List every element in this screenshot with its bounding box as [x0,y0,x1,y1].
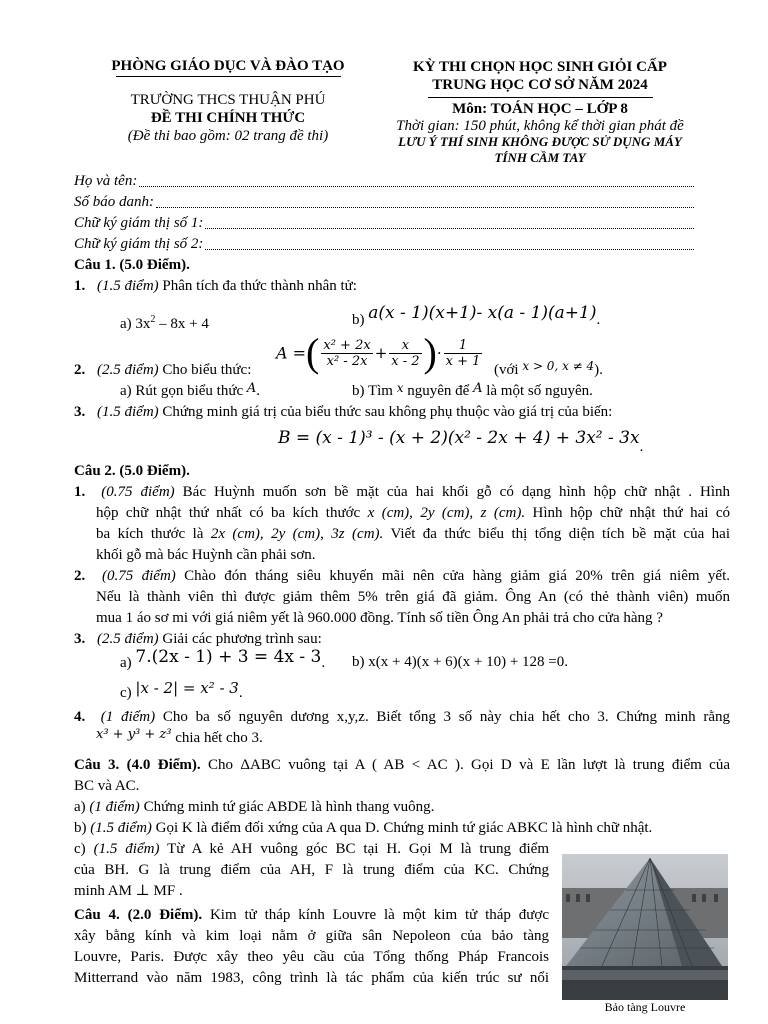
q1-part1-b: b) a(x - 1)(x+1)- x(a - 1)(a+1). [352,303,601,328]
q1-part2-b: b) Tìm $^x$ nguyên để A là một số nguyên. [352,381,593,399]
time-line: Thời gian: 150 phút, không kể thời gian phát đề [396,118,684,134]
candidate-name-label: Họ và tên: [74,173,138,189]
q3-intro: Câu 3. (4.0 Điểm). Cho ΔABC vuông tại A ( AB < AC ). Gọi D và E lần lượt là trung điểm của BC và AC. [74,757,730,794]
q1-expression-A: A =( $\frac{\text{x² + 2x}}{\text{x² - 2x}}$ + $\frac{x}{x - 2}$ )· $\frac{1}{x + 1}$ [276,330,481,375]
candidate-id-field[interactable] [74,192,694,213]
q1-title: Câu 1. (5.0 Điểm). [74,257,190,273]
proctor1-signature-label: Chữ ký giám thị số 1: [74,215,204,231]
q2-part3-a: a) 7.(2x - 1) + 3 = 4x - 3. [120,647,326,671]
q2-part4: 4. (1 điểm) Cho ba số nguyên dương x,y,z. Biết tổng 3 số này chia hết cho 3. Chứng minh rằng x³ + y³ + z³ chia hết cho 3. [74,709,731,746]
header-underline-right [428,97,653,98]
q1-condition: (với $^{x > 0, x \ne 4}$). [494,359,603,378]
q2-part1: 1. (0.75 điểm) Bác Huỳnh muốn sơn bề mặt của hai khối gỗ có dạng hình hộp chữ nhật . Hình hộp chữ nhật thứ nhất có ba kích thước x (cm), 2y (cm), z (cm). Hình hộp chữ nhật thứ hai có ba kích thước là 2x (cm), 2y (cm), 3z (cm). Viết đa thức biểu thị tổng diện tích bề mặt của hai khối gỗ mà bác Huỳnh cần phải sơn. [74,484,730,563]
subject-line: Môn: TOÁN HỌC – LỚP 8 [452,101,628,117]
louvre-pyramid-photo [562,854,728,1000]
q1-part2: 2. (2.5 điểm) Cho biểu thức: (với $^{x > 0, x \ne 4}$). [74,360,730,381]
official-label: ĐỀ THI CHÍNH THỨC [150,110,306,126]
q3-part-a: a) (1 điểm) Chứng minh tứ giác ABDE là hình thang vuông. [74,799,435,815]
q1-part3: 3. (1.5 điểm) Chứng minh giá trị của biểu thức sau không phụ thuộc vào giá trị của biến: [74,404,613,420]
q2-part3-b: b) x(x + 4)(x + 6)(x + 10) + 128 =0. [352,654,569,670]
calculator-note-1: LƯU Ý THÍ SINH KHÔNG ĐƯỢC SỬ DỤNG MÁY [398,134,682,149]
q1-part1: 1. (1.5 điểm) Phân tích đa thức thành nhân tử: [74,278,357,294]
q1-part2-a: a) Rút gọn biểu thức A. [120,381,260,399]
header-right [384,58,696,166]
q1-part1-a: a) $3x^2 - 8x + 4$ [120,314,209,332]
candidate-id-label: Số báo danh: [74,194,154,210]
pages-note: (Đề thi bao gồm: 02 trang đề thi) [127,128,329,144]
header-underline [116,76,341,77]
proctor2-signature-label: Chữ ký giám thị số 2: [74,236,204,252]
calculator-note-2: TÍNH CẦM TAY [494,150,586,165]
q2-title: Câu 2. (5.0 Điểm). [74,463,190,479]
proctor2-signature-field[interactable] [74,234,694,255]
q3-part-b: b) (1.5 điểm) Gọi K là điểm đối xứng của A qua D. Chứng minh tứ giác ABKC là hình chữ nhật. [74,820,653,836]
exam-title-line2: TRUNG HỌC CƠ SỞ NĂM 2024 [432,77,648,93]
q1-part1-items [74,303,730,332]
school-name: TRƯỜNG THCS THUẬN PHÚ [130,92,326,108]
photo-caption: Bảo tàng Louvre [604,1000,686,1014]
department-name: PHÒNG GIÁO DỤC VÀ ĐÀO TẠO [111,58,345,74]
header-left [74,58,382,145]
q2-part3-ab [74,647,730,676]
exam-page: PHÒNG GIÁO DỤC VÀ ĐÀO TẠO TRƯỜNG THCS THUẬN PHÚ ĐỀ THI CHÍNH THỨC (Đề thi bao gồm: 02 trang đề thi) KỲ THI CHỌN HỌC SINH GIỎI CẤP TRUNG HỌC CƠ SỞ NĂM 2024 Môn: TOÁN HỌC – LỚP 8 Thời gian: 150 phút, không kể thời gian phát đề LƯU Ý THÍ SINH KHÔNG ĐƯỢC SỬ DỤNG MÁY TÍNH CẦM TAY Họ và tên: Số báo danh: Chữ ký giám thị số 1: Chữ ký giám thị số 2: Câu 1. (5.0 Điểm). 1. (1.5 điểm) Phân tích đa thức thành nhân tử: a) $3x^2 - 8x + 4$ b) a(x - 1)(x+1)- x(a - 1)(a+1). A =( $\frac{\text{x² + 2x}}{\text{x² - 2x}}$ + $\frac{x}{x - 2}$ )· $\frac{1}{x + 1}$ 2. (2.5 điểm) Cho biểu thức: (với $^{x > 0, x \ne 4}$). a) Rút gọn biểu thức A. b) Tìm $^x$ nguyên để A là một số nguyên. 3. (1.5 điểm) Chứng minh giá trị của biểu thức sau không phụ thuộc vào giá trị của biến: B = (x - 1)³ - (x + 2)(x² - 2x + 4) + 3x² - 3x. Câu 2. (5.0 Điểm). 1. (0.75 điểm) Bác Huỳnh muốn sơn bề mặt của hai khối gỗ có dạng hình hộp chữ nhật . Hình hộp chữ nhật thứ nhất có ba kích thước x (cm), 2y (cm), z (cm). Hình hộp chữ nhật thứ hai có ba kích thước là 2x (cm), 2y (cm), 3z (cm). Viết đa thức biểu thị tổng diện tích bề mặt của hai khối gỗ mà bác Huỳnh cần phải sơn. 2. (0.75 điểm) Chào đón tháng siêu khuyến mãi nên cửa hàng giảm giá 20% trên giá niêm yết. Nếu là thành viên thì được giảm thêm 5% trên giá đã giảm. Ông An (có thẻ thành viên) muốn mua 1 áo sơ mi với giá niêm yết là 960.000 đồng. Tính số tiền Ông An phải trả cho cửa hàng ? 3. (2.5 điểm) Giải các phương trình sau: a) 7.(2x - 1) + 3 = 4x - 3. b) x(x + 4)(x + 6)(x + 10) + 128 =0. c) |x - 2| = x² - 3. 4. (1 điểm) Cho ba số nguyên dương x,y,z. Biết tổng 3 số này chia hết cho 3. Chứng minh rằng x³ + y³ + z³ chia hết cho 3. Câu 3. (4.0 Điểm). Cho ΔABC vuông tại A ( AB < AC ). Gọi D và E lần lượt là trung điểm của BC và AC. a) (1 điểm) Chứng minh tứ giác ABDE là hình thang vuông. b) (1.5 điểm) Gọi K là điểm đối xứng của A qua D. Chứng minh tứ giác ABKC là hình chữ nhật. c) (1.5 điểm) Từ A kẻ AH vuông góc BC tại H. Gọi M là trung điểm của BH. G là trung điểm của AH, F là trung điểm của KC. Chứng minh AM ⊥ MF . Câu 4. (2.0 Điểm). Kim tử tháp kính Louvre là một kim tử tháp được xây bằng kính và kim loại nằm ở giữa sân Nepoleon của bảo tàng Louvre, Paris. Được xây theo yêu cầu của Tổng thống Pháp Francois Mitterrand vào năm 1983, công trình là tác phẩm của kiến trúc sư nổi Bảo tàng Louvre [74,58,731,1014]
candidate-name-field[interactable] [74,171,694,192]
q1-expression-B: B = (x - 1)³ - (x + 2)(x² - 2x + 4) + 3x² - 3x. [278,428,644,455]
proctor1-signature-field[interactable] [74,213,694,234]
q4-text: Câu 4. (2.0 Điểm). Kim tử tháp kính Louvre là một kim tử tháp được xây bằng kính và kim loại nằm ở giữa sân Nepoleon của bảo tàng Louvre, Paris. Được xây theo yêu cầu của Tổng thống Pháp Francois Mitterrand vào năm 1983, công trình là tác phẩm của kiến trúc sư nổi [74,907,549,986]
exam-title-line1: KỲ THI CHỌN HỌC SINH GIỎI CẤP [413,59,667,75]
q3-part-c: c) (1.5 điểm) Từ A kẻ AH vuông góc BC tại H. Gọi M là trung điểm của BH. G là trung điểm của AH, F là trung điểm của KC. Chứng minh AM ⊥ MF . [74,841,549,899]
q2-part2: 2. (0.75 điểm) Chào đón tháng siêu khuyến mãi nên cửa hàng giảm giá 20% trên giá niêm yết. Nếu là thành viên thì được giảm thêm 5% trên giá đã giảm. Ông An (có thẻ thành viên) muốn mua 1 áo sơ mi với giá niêm yết là 960.000 đồng. Tính số tiền Ông An phải trả cho cửa hàng ? [74,568,730,626]
q2-part3: 3. (2.5 điểm) Giải các phương trình sau: [74,631,322,647]
